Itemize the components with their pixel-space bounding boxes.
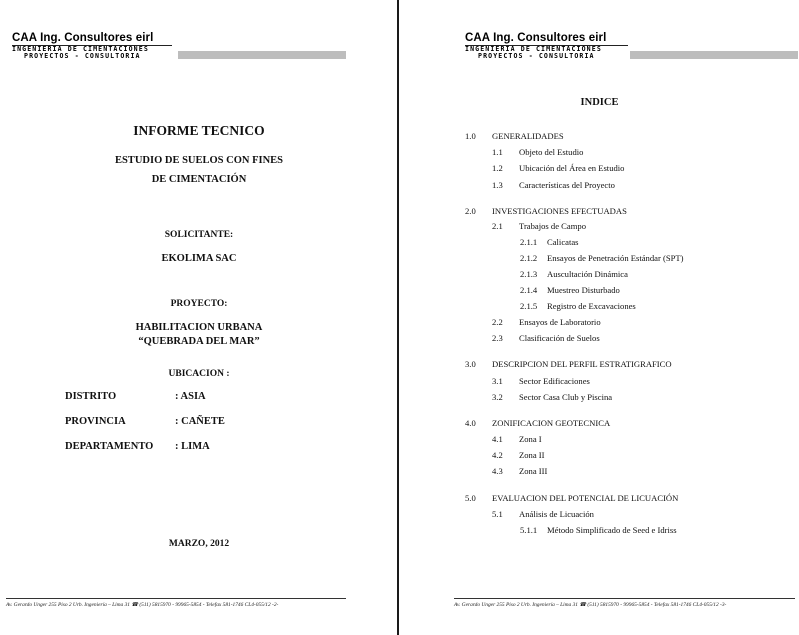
toc-number: 5.1	[492, 509, 503, 519]
ubicacion-label: UBICACION :	[168, 369, 230, 379]
toc-number: 2.2	[492, 317, 503, 327]
distrito-value: : ASIA	[175, 391, 206, 402]
index-page	[400, 0, 799, 635]
toc-number: 1.1	[492, 147, 503, 157]
toc-title: Muestreo Disturbado	[547, 285, 620, 295]
toc-title: Zona III	[519, 466, 548, 476]
solicitante-label: SOLICITANTE:	[164, 230, 234, 240]
proyecto-line1: HABILITACION URBANA	[135, 322, 263, 333]
index-title: INDICE	[580, 97, 619, 108]
toc-title: Sector Casa Club y Piscina	[519, 392, 613, 402]
toc-title: Registro de Excavaciones	[547, 301, 636, 311]
toc-title: ZONIFICACION GEOTECNICA	[492, 418, 611, 428]
toc-title: Calicatas	[547, 237, 579, 247]
toc-title: Ubicación del Área en Estudio	[519, 163, 625, 173]
toc-number: 1.0	[465, 131, 476, 141]
company-tagline-2: PROYECTOS - CONSULTORIA	[478, 52, 595, 60]
toc-title: INVESTIGACIONES EFECTUADAS	[492, 206, 627, 216]
toc-number: 2.1.3	[520, 269, 538, 279]
company-tagline-2: PROYECTOS - CONSULTORIA	[24, 52, 141, 60]
report-subtitle-line2: DE CIMENTACIÓN	[151, 174, 247, 185]
provincia-value: : CAÑETE	[175, 416, 225, 427]
departamento-value: : LIMA	[175, 441, 210, 452]
toc-number: 1.3	[492, 180, 503, 190]
toc-number: 3.2	[492, 392, 503, 402]
distrito-label: DISTRITO	[65, 391, 117, 402]
toc-title: Auscultación Dinámica	[547, 269, 628, 279]
toc-title: Método Simplificado de Seed e Idriss	[547, 525, 677, 535]
company-tagline-1: INGENIERIA DE CIMENTACIONES	[12, 45, 149, 53]
toc-number: 1.2	[492, 163, 503, 173]
toc-number: 2.0	[465, 206, 476, 216]
footer-rule	[6, 598, 346, 599]
toc-title: Ensayos de Penetración Estándar (SPT)	[547, 253, 684, 263]
toc-number: 3.1	[492, 376, 503, 386]
toc-number: 2.1.5	[520, 301, 538, 311]
toc-number: 2.3	[492, 333, 503, 343]
company-tagline-1: INGENIERIA DE CIMENTACIONES	[465, 45, 602, 53]
toc-title: Zona II	[519, 450, 545, 460]
footer-rule	[454, 598, 795, 599]
toc-title: DESCRIPCION DEL PERFIL ESTRATIGRAFICO	[492, 359, 672, 369]
provincia-label: PROVINCIA	[65, 416, 126, 427]
toc-title: Características del Proyecto	[519, 180, 615, 190]
toc-title: Trabajos de Campo	[519, 221, 586, 231]
footer-text: Av. Gerardo Unger 255 Piso 2 Urb. Ingeniería – Lima 31 ☎ (511) 5815970 - 99965-5854 - Telefax 581-1746 CL4-055/12 -2-	[6, 602, 279, 608]
header-bar	[630, 51, 798, 59]
toc-title: Ensayos de Laboratorio	[519, 317, 601, 327]
toc-number: 2.1	[492, 221, 503, 231]
cover-page	[0, 0, 398, 635]
toc-number: 2.1.1	[520, 237, 538, 247]
report-title: INFORME TECNICO	[133, 123, 265, 138]
report-date: MARZO, 2012	[168, 539, 230, 549]
toc-title: GENERALIDADES	[492, 131, 564, 141]
toc-title: Objeto del Estudio	[519, 147, 584, 157]
toc-title: Zona I	[519, 434, 542, 444]
toc-number: 4.1	[492, 434, 503, 444]
solicitante-value: EKOLIMA SAC	[161, 253, 237, 264]
header-bar	[178, 51, 346, 59]
page-divider	[397, 0, 399, 635]
departamento-label: DEPARTAMENTO	[65, 441, 154, 452]
toc-number: 4.2	[492, 450, 503, 460]
toc-title: Sector Edificaciones	[519, 376, 590, 386]
proyecto-line2: “QUEBRADA DEL MAR”	[138, 336, 260, 347]
toc-number: 4.3	[492, 466, 503, 476]
toc-title: Análisis de Licuación	[519, 509, 594, 519]
company-name: CAA Ing. Consultores eirl	[465, 32, 607, 44]
footer-text: Av. Gerardo Unger 255 Piso 2 Urb. Ingeniería – Lima 31 ☎ (511) 5815970 - 99965-5854 - Telefax 581-1746 CL4-055/12 -3-	[454, 602, 727, 608]
toc-number: 2.1.4	[520, 285, 538, 295]
toc-number: 5.0	[465, 493, 476, 503]
toc-number: 4.0	[465, 418, 476, 428]
report-subtitle-line1: ESTUDIO DE SUELOS CON FINES	[114, 155, 284, 166]
toc-title: Clasificación de Suelos	[519, 333, 600, 343]
toc-number: 5.1.1	[520, 525, 538, 535]
toc-number: 3.0	[465, 359, 476, 369]
toc-number: 2.1.2	[520, 253, 538, 263]
toc-title: EVALUACION DEL POTENCIAL DE LICUACIÓN	[492, 493, 679, 503]
proyecto-label: PROYECTO:	[170, 299, 228, 309]
company-name: CAA Ing. Consultores eirl	[12, 32, 154, 44]
